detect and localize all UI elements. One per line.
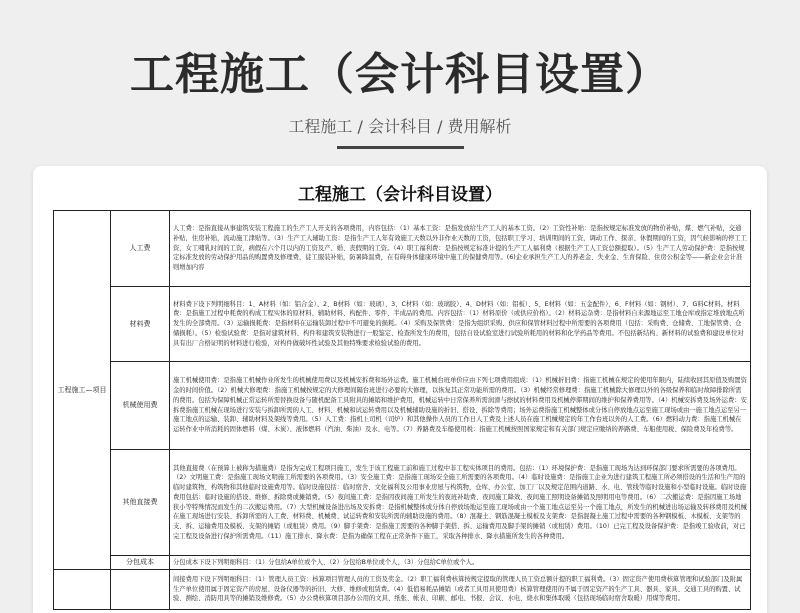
row-content: 人工费：是指直接从事建筑安装工程施工的生产工人开支的各项费用，内容包括：（1）基本工资：是指发放给生产工人的基本工资。（2）工资性补贴：是指按规定标准发放的物价补贴，煤、燃气补贴，交通补贴，住房补贴，流动施工津贴等。（3）生产工人辅助工资：是指生产工人年有效施工天数以外非作业天数的工资，包括职工学习、培训期间的工资，调动工作、探亲、休假期间的工资，因气候影响的停工工资，女工哺乳时间的工资，病假在六个月以内的工资及产、婚、丧假期的工资。（4）职工福利费：是指按规定标准计提的生产工人福利费（根据生产工人工资总额提取）。（5）生产工人劳动保护费：是指按规定标准发放的劳动保护用品的购置费及修理费，徒工服装补贴，防暑降温费，在有碍身体健康环境中施工的保健费用等。(6)企业承担生产工人的养老金、失业金、生育保险、住房公积金等——新企业会计准则增加内容 [170,211,751,287]
row-label: 分包成本 [111,556,170,570]
row-label: 其他直接费 [111,450,170,556]
row-label [111,570,170,610]
table-row [54,287,751,362]
account-table [53,210,751,610]
row-label: 机械使用费 [111,362,170,450]
document-title: 工程施工（会计科目设置） [298,185,502,205]
table-row [54,362,751,450]
row-content: 材料费下设下列明细科目：1、A材料（如：铝合金）、2、B材料（如：玻璃）、3、C材料（如：玻璃胶）、4、D材料（如：铝板）、5、E材料（如：五金配件）、6、F材料（如：钢材）、7、G料C材料。材料费：是指施工过程中耗费的构成工程实体的原材料、辅助材料、构配件、零件、半成品的费用。内容包括：（1）材料原价（或供应价格）。（2）材料运杂费：是指材料自来源地运至工地仓库或指定堆放地点所发生的全部费用。（3）运输损耗费：是指材料在运输装卸过程中不可避免的损耗。（4）采购及保管费：是指为组织采购、供应和保管材料过程中所需要的各项费用（包括：采购费、仓储费、工地保管费、仓储损耗）。（5）检验试验费：是指对建筑材料、构件和建筑安装物进行一般鉴定、检查所发生的费用，包括自设试验室进行试验所耗用的材料和化学药品等费用。不包括新结构、新材料的试验费和建设单位对具有出厂合格证明的材料进行检验，对构件做破坏性试验及其他特殊要求检验试验的费用。 [170,287,751,362]
row-content: 其他直接费（在预算上被称为措施费）是指为完成工程项目施工，发生于该工程施工前和施工过程中非工程实体项目的费用。包括：（1）环境保护费：是指施工现场为达到环保部门要求所需要的各项费用。（2）文明施工费：是指施工现场文明施工所需要的各项费用。（3）安全施工费：是指施工现场安全施工所需要的各项费用。（4）临时设施费：是指施工企业为进行建筑工程施工所必须搭设的生活和生产用的临时建筑物、构筑物和其他临时设施费用等。临时设施包括：临时宿舍、文化福利及公用事业房屋与构筑物，仓库、办公室、加工厂以及规定范围内道路、水、电、管线等临时设施和小型临时设施。临时设施费用包括：临时设施的搭设、维修、拆除费或摊销费。（5）夜间施工费：是指因夜间施工所发生的夜班补助费、夜间施工降效、夜间施工照明设备摊销及照明用电等费用。（6）二次搬运费：是指因施工场地狭小等特殊情况而发生的二次搬运费用。（7）大型机械设备进出场及安拆费：是指机械整体或分体自停放场地运至施工现场或由一个施工地点运至另一个施工地点，所发生的机械进出场运输及转移费用及机械在施工现场进行安装、拆卸所需的人工费、材料费、机械费、试运转费和安装所需的辅助设施的费用。（8）混凝土、钢筋混凝土模板及支架费：是指混凝土施工过程中需要的各种钢模板、木模板、支架等的支、拆、运输费用及模板、支架的摊销（或租赁）费用。（9）脚手架费：是指施工需要的各种脚手架搭、拆、运输费用及脚手架的摊销（或租赁）费用。（10）已完工程及设备保护费：是指竣工验收前，对已完工程及设备进行保护所需费用。（11）施工排水、降水费：是指为确保工程在正常条件下施工，采取各种排水、降水措施所发生的各种费用。 [170,450,751,556]
title-divider [337,146,464,149]
row-content: 施工机械使用费：是指施工机械作业所发生的机械使用费以及机械安拆费和场外运费。施工机械台班单价应由下列七项费用组成：（1）机械折旧费：指施工机械在规定的使用年限内，陆续收回其原值及购置资金的时间价值。（2）机械大修理费：指施工机械按规定的大修理间隔台班进行必要的大修理，以恢复其正常功能所需的费用。（3）机械经常修理费：指施工机械除大修理以外的各级保养和临时故障排除所需的费用。包括为保障机械正常运转所需替换设备与随机配备工具附具的摊销和维护费用，机械运转中日常保养所需润滑与擦拭的材料费用及机械停滞期间的维护和保养费用等。（4）机械安拆费及场外运费：安拆费指施工机械在现场进行安装与拆卸所需的人工、材料、机械和试运转费用以及机械辅助设施的折旧、搭设、拆除等费用；场外运费指施工机械整体或分体自停放地点运至施工现场或由一施工地点运至另一施工地点的运输、装卸、辅助材料及架线等费用。（5）人工费：指机上司机（司炉）和其他操作人员的工作日人工费及上述人员在施工机械规定的年工作台班以外的人工费。（6）燃料动力费：指施工机械在运转作业中所消耗的固体燃料（煤、木炭）、液体燃料（汽油、柴油）及水、电等。（7）养路费及车船使用税：指施工机械按照国家规定和有关部门规定应缴纳的养路费、车船使用税、保险费及年检费等。 [170,362,751,450]
main-category-cell: 工程施工—项目 [54,211,111,570]
table-row [54,211,751,287]
table-row [54,556,751,570]
table-row [54,450,751,556]
page-title: 工程施工（会计科目设置） [130,49,670,100]
document-card [33,166,767,613]
row-content: 间接费用下设下列明细科目：（1）管理人员工资：核算项目管理人员的工资及奖金。（2）职工福利费核算按规定提取的管理人员工资总额计提的职工福利费。（3）固定资产使用费核算管理和试验部门及附属生产单位使用属于固定资产的房屋、设备仪器等的折旧、大修、维修或租赁费。（4）低值易耗品摊销（或者工具用具使用费）核算管理使用的不属于固定资产的生产工具、器具、家具、交通工具的购置、试验、测绘、消防用具等的摊销及维修费。（5）办公费核算项目部办公用的文具、纸张、帐表、印刷、邮电、书报、会议、水电、烧水和集体取暖（包括现场临时宿舍取暖）用煤等费用。 [170,570,751,610]
row-content: 分包成本下设下列明细科目：（1）分包给A单位或个人、（2）分包给B单位或个人、（3）分包给C单位或个人。 [170,556,751,570]
main-category-cell [54,570,111,610]
row-label: 材料费 [111,287,170,362]
page-subtitle: 工程施工 / 会计科目 / 费用解析 [288,117,512,136]
row-label: 人工费 [111,211,170,287]
table-row [54,570,751,610]
